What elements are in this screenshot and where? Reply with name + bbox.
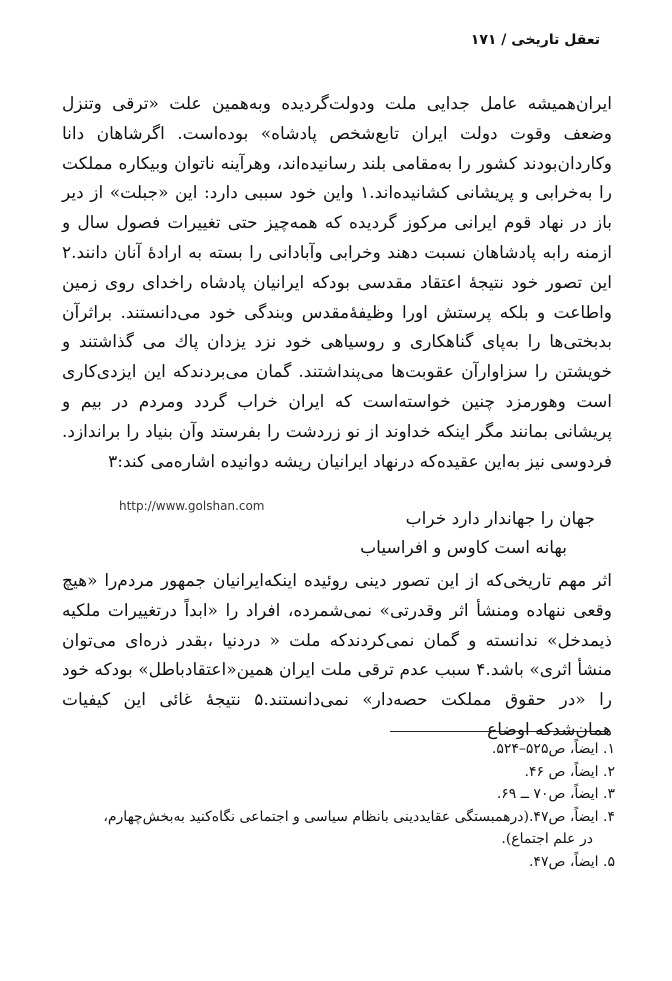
body-paragraph-1: ایران‌همیشه عامل جدایی ملت ودولت‌گردیده وبه‌همین علت «ترقی وتنزل وضعف وقوت دولت ایران تابع‌شخص پادشاه» بوده‌است. اگرشاهان دانا وکاردان‌بودند کشور را به‌مقامی بلند رسانیده‌اند، وهرآینه ناتوان وبیکاره مملکت را به‌خرابی و پریشانی کشانیده‌اند.۱ واین خود سببی دارد: این «جبلت» از دیر باز در نهاد قوم ایرانی مرکوز گردیده که همه‌چیز حتی تغییرات فصول سال و ازمنه رابه پادشاهان نسبت دهند وخرابی وآبادانی را بسته به ارادهٔ آنان دانند.۲ این تصور خود نتیجهٔ اعتقاد مقدسی بودکه ایرانیان پادشاه راخدای روی زمین واطاعت و بلکه پرستش اورا وظیفهٔ‌مقدس وبندگی خود می‌دانستند. براثرآن بدبختی‌ها را به‌پای گناهکاری و روسیاهی خود نزد یزدان پاك می گذاشتند و خویشتن را سزاوارآن عقوبت‌ها می‌پنداشتند. گمان می‌بردندکه این ایزدی‌کاری است وهورمزد چنین خواسته‌است که ایران خراب گردد ومردم در بیم و پریشانی بمانند مگر اینکه خداوند از نو زردشت را بفرستد وآن بنیاد را براندازد. فردوسی نیز به‌این عقیده‌که درنهاد ایرانیان ریشه دوانیده اشاره‌می کند:۳ [62, 94, 612, 472]
body-paragraph-2: اثر مهم تاریخی‌که از این تصور دینی روئیده اینکه‌ایرانیان جمهور مردم‌را «هیچ وقعی ننهاده ومنشأ اثر وقدرتی» نمی‌شمرده، افراد را «ابداً درتغییرات ملکیه ذیمدخل» ندانسته و گمان نمی‌کردندکه ملت « دردنیا ،بقدر ذره‌ای می‌توان منشأ اثری» باشد.۴ سبب عدم ترقی ملت ایران همین«اعتقادباطل» بودکه خود را «در حقوق مملکت حصه‌دار» نمی‌دانستند.۵ نتیجهٔ غائی این کیفیات همان‌شدکه اوضاع [62, 571, 612, 740]
footnote-2: ۲. ایضاً، ص ۴۶. [524, 763, 615, 780]
footnote-1: ۱. ایضاً، ص۵۲۵–۵۲۴. [491, 741, 615, 757]
footnote-4: ۴. ایضاً، ص۴۷.(درهمبستگی عقایددینی بانظام سیاسی و اجتماعی نگاه‌کنید به‌بخش‌چهارم، [103, 808, 615, 825]
footnote-4-continuation: در علم اجتماع). [501, 831, 593, 847]
footnote-separator [390, 731, 610, 732]
footnote-3: ۳. ایضاً، ص۷۰ ــ ۶۹. [496, 786, 615, 802]
running-header: تعقل تاریخی / ۱۷۱ [470, 32, 600, 48]
poem-couplet [250, 505, 595, 563]
footnote-5: ۵. ایضاً، ص۴۷. [528, 853, 615, 870]
poem-line-1: جهان را جهاندار دارد خراب [405, 509, 595, 529]
watermark-url: http://www.golshan.com [119, 499, 265, 513]
footnotes [70, 738, 615, 873]
poem-line-2: بهانه است کاوس و افراسیاب [360, 538, 567, 558]
